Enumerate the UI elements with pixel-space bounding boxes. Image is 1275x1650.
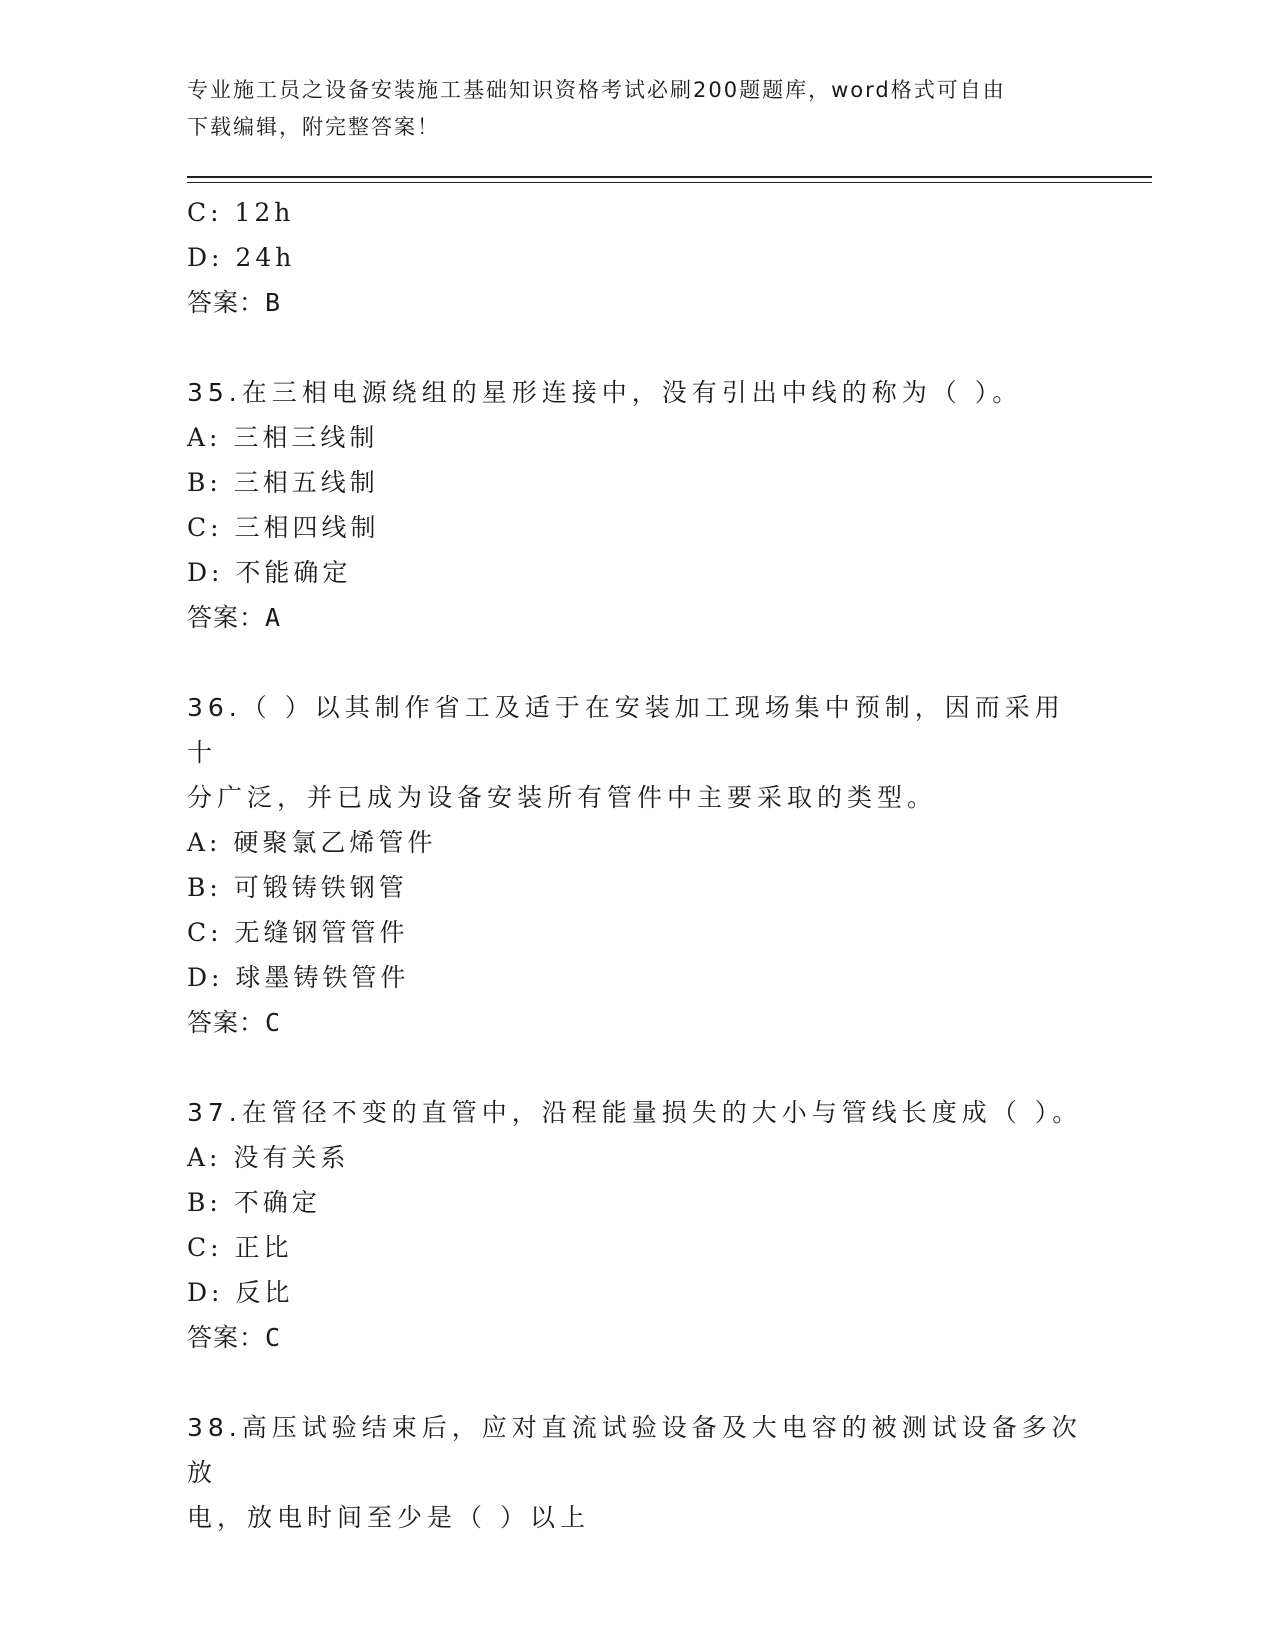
- answer-line: [187, 280, 1087, 325]
- question-stem: 35.在三相电源绕组的星形连接中，没有引出中线的称为（ ）。: [187, 378, 1023, 407]
- question-36: [187, 685, 1087, 1045]
- question-spacer: [187, 1045, 1087, 1090]
- option-c: C: 正比: [187, 1233, 293, 1262]
- header-line-1: 专业施工员之设备安装施工基础知识资格考试必刷200题题库，word格式可自由: [187, 78, 1006, 102]
- question-37: [187, 1090, 1087, 1360]
- option-a: A: 三相三线制: [187, 423, 379, 452]
- document-header: [187, 72, 1067, 146]
- option-d: D: 反比: [187, 1278, 294, 1307]
- question-38: [187, 1405, 1087, 1540]
- option-c: C: 三相四线制: [187, 513, 380, 542]
- question-stem-continued: 分广泛，并已成为设备安装所有管件中主要采取的类型。: [187, 783, 938, 812]
- question-35: [187, 370, 1087, 640]
- header-line-2: 下载编辑，附完整答案！: [187, 115, 440, 139]
- answer-label: 答案：: [187, 1008, 266, 1037]
- option-d: D: 24h: [187, 243, 296, 272]
- question-stem-continued: 电，放电时间至少是（ ）以上: [187, 1503, 590, 1532]
- answer-value: C: [265, 1008, 282, 1037]
- answer-value: C: [265, 1323, 282, 1352]
- option-d: D: 球墨铸铁管件: [187, 963, 410, 992]
- question-stem: 38.高压试验结束后，应对直流试验设备及大电容的被测试设备多次放: [187, 1413, 1082, 1487]
- partial-question: [187, 190, 1087, 325]
- answer-line: [187, 595, 1087, 640]
- option-b: B: 三相五线制: [187, 468, 379, 497]
- answer-value: A: [265, 603, 282, 632]
- answer-label: 答案：: [187, 288, 266, 317]
- answer-label: 答案：: [187, 603, 266, 632]
- header-divider-thick: [187, 176, 1152, 178]
- answer-line: [187, 1000, 1087, 1045]
- header-divider-thin: [187, 182, 1152, 183]
- option-a: A: 没有关系: [187, 1143, 350, 1172]
- question-stem: 36.（ ）以其制作省工及适于在安装加工现场集中预制，因而采用十: [187, 693, 1065, 767]
- option-c: C: 无缝钢管管件: [187, 918, 409, 947]
- question-list: [187, 190, 1087, 1540]
- option-a: A: 硬聚氯乙烯管件: [187, 828, 437, 857]
- question-stem: 37.在管径不变的直管中，沿程能量损失的大小与管线长度成（ ）。: [187, 1098, 1083, 1127]
- question-spacer: [187, 1360, 1087, 1405]
- answer-line: [187, 1315, 1087, 1360]
- option-c: C: 12h: [187, 198, 295, 227]
- question-spacer: [187, 325, 1087, 370]
- option-d: D: 不能确定: [187, 558, 352, 587]
- answer-value: B: [265, 288, 282, 317]
- option-b: B: 不确定: [187, 1188, 321, 1217]
- option-b: B: 可锻铸铁钢管: [187, 873, 408, 902]
- answer-label: 答案：: [187, 1323, 266, 1352]
- question-spacer: [187, 640, 1087, 685]
